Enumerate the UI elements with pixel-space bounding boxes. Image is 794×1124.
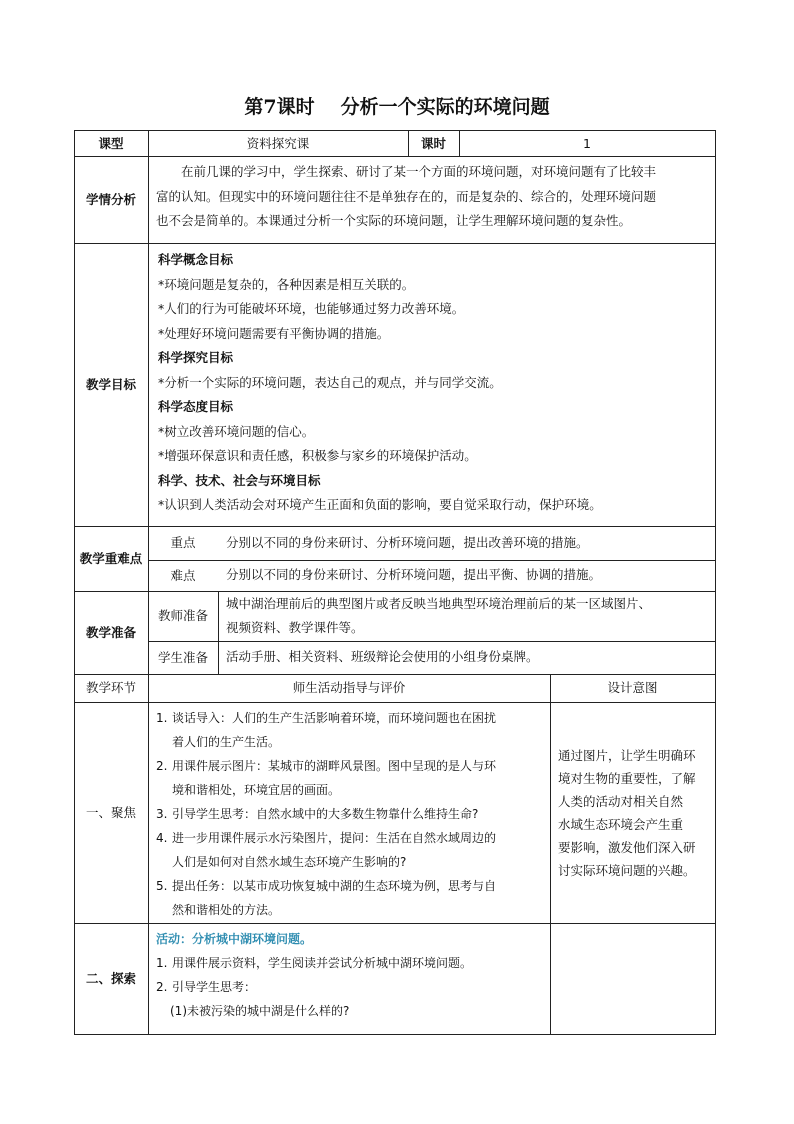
difficulty-text: 分别以不同的身份来研讨、分析环境问题，提出平衡、协调的措施。: [226, 567, 602, 582]
step-number: 5.: [156, 879, 168, 893]
prep-label: 教学准备: [85, 624, 136, 640]
goal-item: *分析一个实际的环境问题，表达自己的观点，并与同学交流。: [158, 374, 502, 390]
goal-heading: 科学探究目标: [158, 350, 234, 365]
teacher-prep-line: 视频资料、教学课件等。: [226, 620, 364, 635]
step-item: [156, 754, 542, 802]
student-prep-label: 学生准备: [157, 649, 208, 665]
stage1-label: 一、聚焦: [85, 804, 136, 820]
guide-header: 师生活动指导与评价: [292, 680, 406, 695]
analysis-line: 也不会是简单的。本课通过分析一个实际的环境问题，让学生理解环境问题的复杂性。: [156, 213, 632, 228]
goal-item: *树立改善环境问题的信心。: [158, 423, 315, 439]
analysis-line: 在前几课的学习中，学生探索、研讨了某一个方面的环境问题，对环境问题有了比较丰: [181, 164, 657, 179]
page-title: [0, 92, 794, 119]
step-line: 人们是如何对自然水域生态环境产生影响的?: [172, 855, 407, 869]
step-line: 引导学生思考：: [172, 980, 257, 994]
goal-item: *人们的行为可能破坏环境，也能够通过努力改善环境。: [158, 301, 465, 316]
step-number: 3.: [156, 807, 168, 821]
activity-title: 活动：分析城中湖环境问题。: [156, 932, 313, 946]
step-item: [156, 826, 542, 874]
step-number: 2.: [156, 759, 168, 773]
lesson-number: 第7课时: [244, 96, 315, 118]
lesson-plan-table: [74, 130, 716, 1034]
goal-heading: 科学态度目标: [158, 399, 234, 414]
intent-header: 设计意图: [607, 680, 658, 695]
step-number: 1.: [156, 956, 168, 970]
intent-line: 通过图片，让学生明确环: [558, 747, 696, 763]
intent-line: 水域生态环境会产生重: [558, 816, 684, 832]
teacher-prep-text: [218, 591, 715, 641]
teacher-prep-line: 城中湖治理前后的典型图片或者反映当地典型环境治理前后的某一区域图片、: [226, 596, 652, 611]
step-line: 然和谐相处的方法。: [172, 903, 281, 917]
analysis-label: 学情分析: [85, 191, 136, 207]
step-number: 4.: [156, 831, 168, 845]
goal-heading: 科学、技术、社会与环境目标: [158, 472, 321, 488]
type-value: 资料探究课: [246, 135, 310, 151]
step-number: 1.: [156, 711, 168, 725]
step-line: 用课件展示资料，学生阅读并尝试分析城中湖环境问题。: [172, 956, 473, 970]
student-prep-text: 活动手册、相关资料、班级辩论会使用的小组身份桌牌。: [226, 649, 539, 664]
lesson-name: 分析一个实际的环境问题: [340, 96, 550, 118]
goal-heading: 科学概念目标: [158, 252, 234, 267]
difficulty-label: 难点: [170, 567, 196, 583]
intent-line: 人类的活动对相关自然: [558, 793, 684, 809]
keypoints-label: 教学重难点: [79, 550, 143, 566]
step-item: [156, 802, 542, 826]
step-line: 提出任务：以某市成功恢复城中湖的生态环境为例，思考与自: [172, 879, 497, 893]
step-line: 着人们的生产生活。: [172, 735, 281, 749]
goal-item: *处理好环境问题需要有平衡协调的措施。: [158, 325, 390, 341]
intent-line: 要影响，激发他们深入研: [558, 839, 696, 855]
analysis-text: [148, 156, 715, 243]
stage1-steps: [148, 702, 550, 923]
step-line: 谈话导入：人们的生产生活影响着环境，而环境问题也在困扰: [172, 711, 497, 725]
key-text: 分别以不同的身份来研讨、分析环境问题，提出改善环境的措施。: [226, 535, 589, 550]
stage1-intent: [550, 702, 715, 923]
step-item: [156, 706, 542, 754]
step-line: 境和谐相处，环境宜居的画面。: [172, 783, 341, 797]
analysis-line: 富的认知。但现实中的环境问题往往不是单独存在的，而是复杂的、综合的，处理环境问题: [156, 188, 657, 204]
stage2-intent: [550, 923, 715, 1034]
intent-line: 讨实际环境问题的兴趣。: [558, 862, 696, 878]
goals-content: [148, 243, 715, 526]
step-number: 2.: [156, 980, 168, 994]
stage-header: 教学环节: [85, 680, 136, 695]
goal-item: *增强环保意识和责任感，积极参与家乡的环境保护活动。: [158, 448, 477, 463]
type-label: 课型: [98, 135, 124, 151]
step-item: [156, 874, 542, 922]
key-label: 重点: [170, 535, 196, 550]
goal-item: *认识到人类活动会对环境产生正面和负面的影响，要自觉采取行动，保护环境。: [158, 497, 602, 512]
step-item: [156, 975, 542, 999]
step-item: [156, 951, 542, 975]
stage2-steps: [148, 923, 550, 1034]
hours-label: 课时: [420, 135, 446, 151]
goals-label: 教学目标: [85, 376, 136, 392]
step-line: 引导学生思考：自然水域中的大多数生物靠什么维持生命?: [172, 807, 479, 821]
step-line: 进一步用课件展示水污染图片，提问：生活在自然水域周边的: [172, 831, 497, 845]
question-item: (1)未被污染的城中湖是什么样的?: [170, 1004, 350, 1018]
stage2-label: 二、探索: [85, 970, 136, 986]
intent-line: 境对生物的重要性，了解: [558, 770, 696, 786]
goal-item: *环境问题是复杂的，各种因素是相互关联的。: [158, 276, 415, 292]
step-line: 用课件展示图片：某城市的湖畔风景图。图中呈现的是人与环: [172, 759, 497, 773]
hours-value: 1: [583, 135, 591, 151]
teacher-prep-label: 教师准备: [157, 608, 208, 623]
